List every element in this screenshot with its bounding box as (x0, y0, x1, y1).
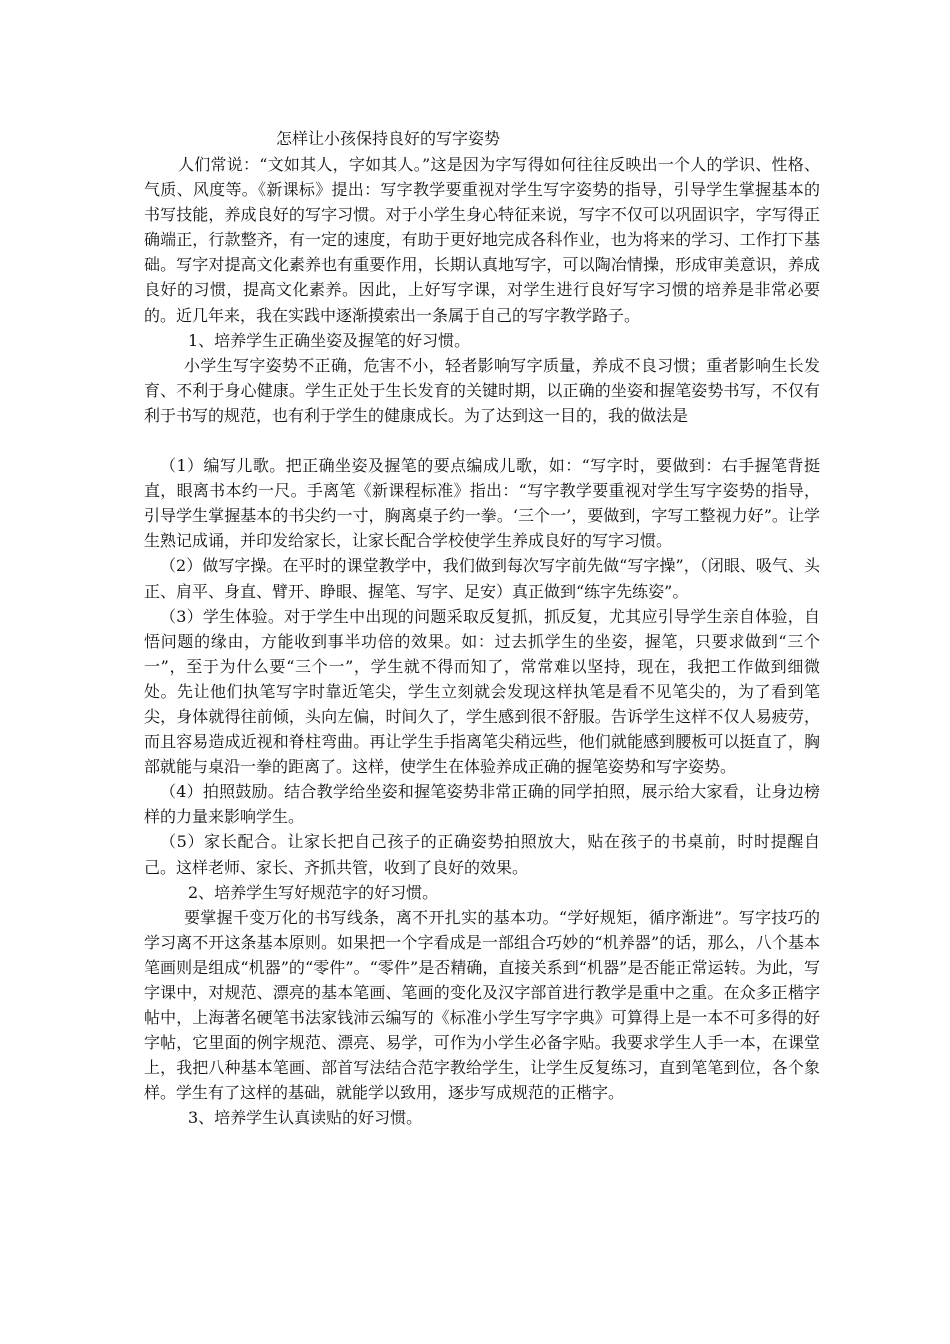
paragraph-gap (144, 428, 820, 453)
section-1-item-4: （4）拍照鼓励。结合教学给坐姿和握笔姿势非常正确的同学拍照，展示给大家看，让身边榜样的力量来影响学生。 (144, 782, 820, 827)
intro-paragraph: 人们常说：“文如其人，字如其人。”这是因为字写得如何往往反映出一个人的学识、性格、气质、风度等。《新课标》提出：写字教学要重视对学生写字姿势的指导，引导学生掌握基本的书写技能，养成良好的写字习惯。对于小学生身心特征来说，写字不仅可以巩固识字，字写得正确端正，行款整齐，有一定的速度，有助于更好地完成各科作业，也为将来的学习、工作打下基础。写字对提高文化素养也有重要作用，长期认真地写字，可以陶冶情操，形成审美意识，养成良好的习惯，提高文化素养。因此，上好写字课，对学生进行良好写字习惯的培养是非常必要的。近几年来，我在实践中逐渐摸索出一条属于自己的写字教学路子。 (144, 155, 820, 325)
section-1-item-1: （1）编写儿歌。把正确坐姿及握笔的要点编成儿歌，如：“写字时，要做到：右手握笔背挺直，眼离书本约一尺。手离笔《新课程标准》指出：“写字教学要重视对学生写字姿势的指导，引导学生掌握基本的书尖约一寸，胸离桌子约一拳。‘三个一’，要做到，字写工整视力好”。让学生熟记成诵，并印发给家长，让家长配合学校使学生养成良好的写字习惯。 (144, 456, 820, 551)
section-1-item-2: （2）做写字操。在平时的课堂教学中，我们做到每次写字前先做“写字操”，（闭眼、吸气、头正、肩平、身直、臂开、睁眼、握笔、写字、足安）真正做到“练字先练姿”。 (144, 556, 820, 601)
section-1-heading: 1、培养学生正确坐姿及握笔的好习惯。 (188, 330, 471, 350)
section-2-heading: 2、培养学生写好规范字的好习惯。 (188, 882, 439, 902)
section-1-item-5: （5）家长配合。让家长把自己孩子的正确姿势拍照放大，贴在孩子的书桌前，时时提醒自己。这样老师、家长、齐抓共管，收到了良好的效果。 (144, 832, 820, 877)
section-2-body: 要掌握千变万化的书写线条，离不开扎实的基本功。“学好规矩，循序渐进”。写字技巧的学习离不开这条基本原则。如果把一个字看成是一部组合巧妙的“机养器”的话，那么，八个基本笔画则是组成“机器”的“零件”。“零件”是否精确，直接关系到“机器”是否能正常运转。为此，写字课中，对规范、漂亮的基本笔画、笔画的变化及汉字部首进行教学是重中之重。在众多正楷字帖中，上海著名硬笔书法家钱沛云编写的《标准小学生写字字典》可算得上是一本不可多得的好字帖，它里面的例字规范、漂亮、易学，可作为小学生必备字贴。我要求学生人手一本，在课堂上，我把八种基本笔画、部首写法结合范字教给学生，让学生反复练习，直到笔笔到位，各个象样。学生有了这样的基础，就能学以致用，逐步写成规范的正楷字。 (144, 907, 820, 1103)
section-1-body: 小学生写字姿势不正确，危害不小，轻者影响写字质量，养成不良习惯；重者影响生长发育、不利于身心健康。学生正处于生长发育的关键时期，以正确的坐姿和握笔姿势书写，不仅有利于书写的规范，也有利于学生的健康成长。为了达到这一目的，我的做法是 (144, 355, 820, 425)
section-1-item-3: （3）学生体验。对于学生中出现的问题采取反复抓，抓反复，尤其应引导学生亲自体验，自悟问题的缘由，方能收到事半功倍的效果。如：过去抓学生的坐姿，握笔，只要求做到“三个一”，至于为什么要“三个一”，学生就不得而知了，常常难以坚持，现在，我把工作做到细微处。先让他们执笔写字时靠近笔尖，学生立刻就会发现这样执笔是看不见笔尖的，为了看到笔尖，身体就得往前倾，头向左偏，时间久了，学生感到很不舒服。告诉学生这样不仅人易疲劳，而且容易造成近视和脊柱弯曲。再让学生手指离笔尖稍远些，他们就能感到腰板可以挺直了，胸部就能与桌沿一拳的距离了。这样，使学生在体验养成正确的握笔姿势和写字姿势。 (144, 606, 820, 777)
document-title: 怎样让小孩保持良好的写字姿势 (276, 129, 501, 148)
document-body (144, 152, 820, 1131)
section-3-heading: 3、培养学生认真读贴的好习惯。 (188, 1108, 423, 1128)
